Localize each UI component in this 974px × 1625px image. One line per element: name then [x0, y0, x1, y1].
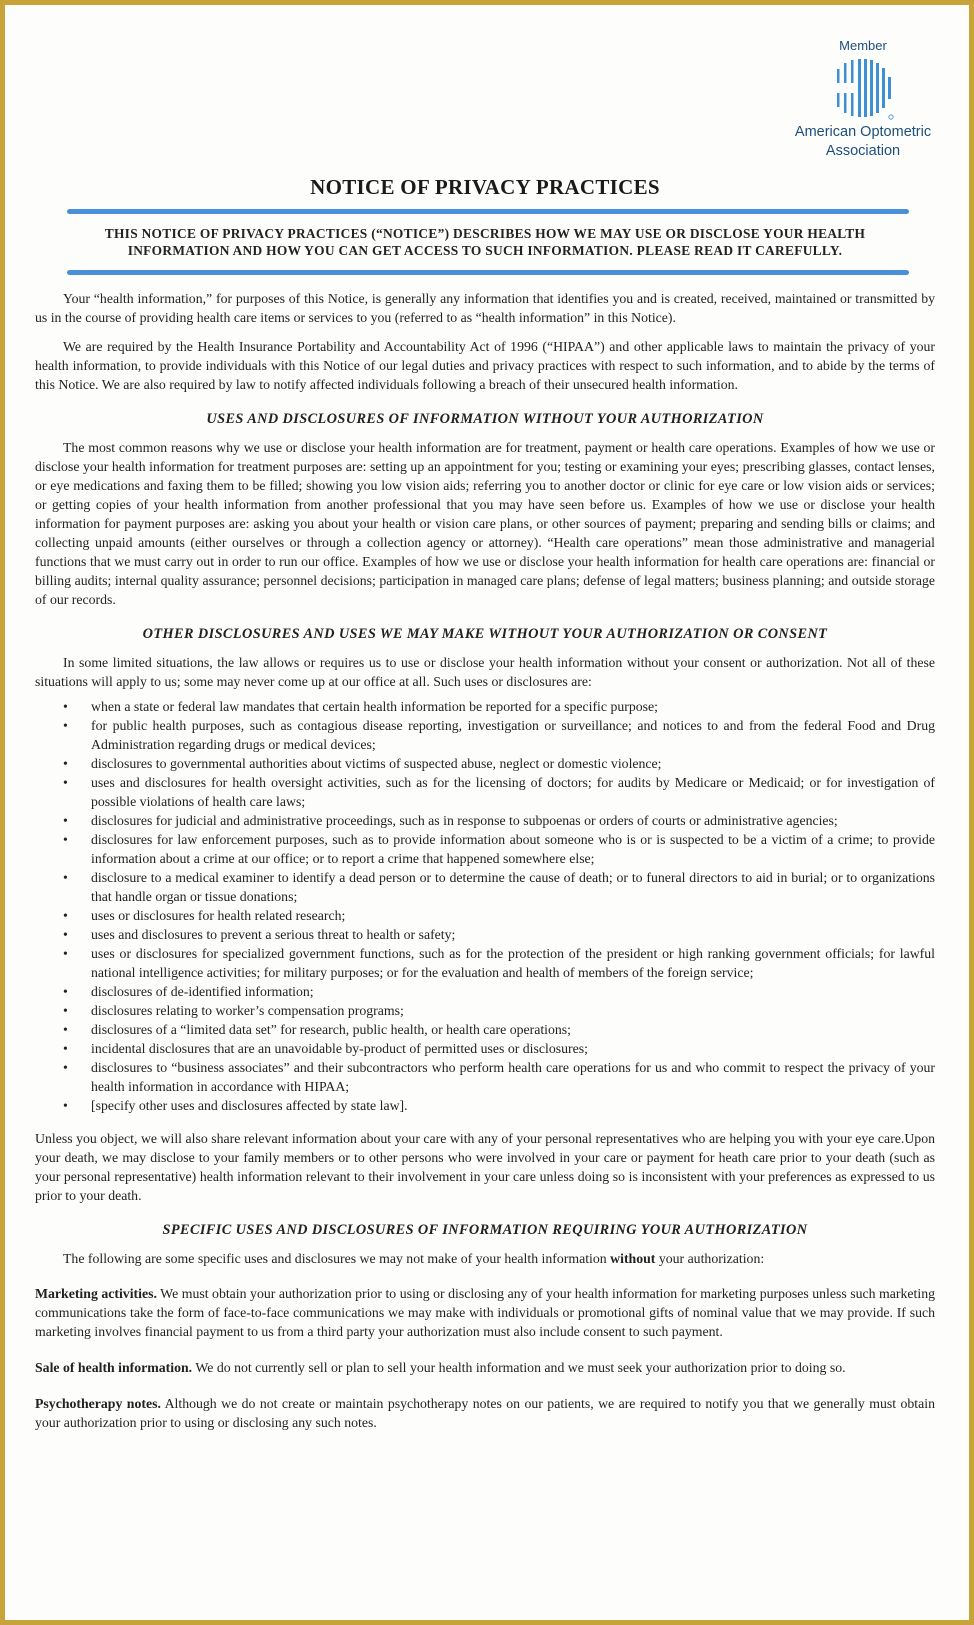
paragraph-text: We do not currently sell or plan to sell your health information and we must seek your authorization prior to doing so.: [192, 1360, 846, 1375]
list-item: • disclosures to “business associates” and their subcontractors who perform health care operations for us and who commit to respect the privacy of your health information in accordance with HIPAA;: [35, 1058, 935, 1096]
list-item: • uses or disclosures for specialized government functions, such as for the protection of the president or high ranking government officials; for lawful national intelligence activities; for military purposes; or for the evaluation and health of members of the foreign service;: [35, 944, 935, 982]
bottom-divider: [67, 270, 909, 275]
lead-emphasis: without: [610, 1251, 656, 1266]
list-item: • disclosures of a “limited data set” for research, public health, or health care operations;: [35, 1020, 935, 1039]
intro-notice: [75, 225, 895, 259]
aoa-eye-logo-icon: [831, 57, 895, 121]
paragraph-personal-representatives: Unless you object, we will also share relevant information about your care with any of your personal representatives who are helping you with your eye care.Upon your death, we may disclose to your family members or to other persons who were involved in your care or payment for heath care prior to your death (such as your personal representative) health information relevant to their involvement in your care unless doing so is inconsistent with your preferences as expressed to us prior to your death.: [35, 1131, 935, 1203]
section-heading-uses-without-authorization: USES AND DISCLOSURES OF INFORMATION WITHOUT YOUR AUTHORIZATION: [206, 411, 764, 427]
paragraph-label: Marketing activities.: [35, 1286, 157, 1301]
paragraph-marketing: [35, 1284, 935, 1341]
list-item: • for public health purposes, such as contagious disease reporting, investigation or surveillance; and notices to and from the federal Food and Drug Administration regarding drugs or medical devices;: [35, 716, 935, 754]
paragraph-following-uses: [35, 1249, 935, 1268]
list-item: • uses and disclosures to prevent a serious threat to health or safety;: [35, 925, 935, 944]
list-item: • when a state or federal law mandates that certain health information be reported for a specific purpose;: [35, 697, 935, 716]
list-item: • [specify other uses and disclosures affected by state law].: [35, 1096, 935, 1115]
paragraph-psychotherapy: [35, 1394, 935, 1432]
section-heading-requiring-authorization: SPECIFIC USES AND DISCLOSURES OF INFORMATION REQUIRING YOUR AUTHORIZATION: [162, 1222, 808, 1238]
section-heading-other-disclosures: OTHER DISCLOSURES AND USES WE MAY MAKE WITHOUT YOUR AUTHORIZATION OR CONSENT: [142, 626, 828, 642]
paragraph-label: Psychotherapy notes.: [35, 1396, 161, 1411]
paragraph-sale: [35, 1358, 935, 1377]
list-item: • uses and disclosures for health oversight activities, such as for the licensing of doctors; for audits by Medicare or Medicaid; or for investigation of possible violations of health care laws;: [35, 773, 935, 811]
lead-text: The following are some specific uses and disclosures we may not make of your health information: [63, 1251, 611, 1266]
paragraph-text: Although we do not create or maintain psychotherapy notes on our patients, we are required to notify you that we generally must obtain your authorization prior to using or disclosing any such notes.: [35, 1396, 935, 1430]
intro-line-1: THIS NOTICE OF PRIVACY PRACTICES (“NOTICE”) DESCRIBES HOW WE MAY USE OR DISCLOSE YOUR HEALTH: [104, 226, 866, 241]
disclosures-list: [35, 697, 935, 1115]
paragraph-limited-situations: In some limited situations, the law allows or requires us to use or disclose your health information without your consent or authorization. Not all of these situations will apply to us; some may never come up at our office at all. Such uses or disclosures are:: [35, 655, 935, 689]
aoa-logo: [783, 38, 943, 159]
page-title: NOTICE OF PRIVACY PRACTICES: [310, 175, 660, 199]
paragraph-common-reasons: The most common reasons why we use or disclose your health information are for treatment, payment or health care operations. Examples of how we use or disclose your health information for treatment purposes are: setting up an appointment for you; testing or examining your eyes; prescribing glasses, contact lenses, or eye medications and faxing them to be filled; showing you low vision aids; referring you to another doctor or clinic for eye care or low vision aids or services; or getting copies of your health information from another professional that you may have seen before us. Examples of how we use or disclose your health information for payment purposes are: asking you about your health or vision care plans, or other sources of payment; preparing and sending bills or claims; and collecting unpaid amounts (either ourselves or through a collection agency or attorney). “Health care operations” mean those administrative and managerial functions that we must carry out in order to run our office. Examples of how we use or disclose your health information for health care operations are: financial or billing audits; internal quality assurance; personnel decisions; participation in managed care plans; defense of legal matters; business planning; and outside storage of our records.: [35, 440, 935, 607]
logo-org-line2: Association: [825, 143, 901, 159]
paragraph-health-information: Your “health information,” for purposes of this Notice, is generally any information that identifies you and is created, received, maintained or transmitted by us in the course of providing health care items or services to you (referred to as “health information” in this Notice).: [35, 291, 935, 325]
intro-line-2: INFORMATION AND HOW YOU CAN GET ACCESS TO SUCH INFORMATION. PLEASE READ IT CAREFULLY.: [127, 243, 843, 258]
paragraph-hipaa: We are required by the Health Insurance Portability and Accountability Act of 1996 (“HIPAA”) and other applicable laws to maintain the privacy of your health information, to provide individuals with this Notice of our legal duties and privacy practices with respect to such information, and to abide by the terms of this Notice. We are also required by law to notify affected individuals following a breach of their unsecured health information.: [35, 339, 935, 392]
notice-body: [35, 289, 935, 1449]
list-item: • disclosures for law enforcement purposes, such as to provide information about someone who is or is suspected to be a victim of a crime; to provide information about a crime at our office; or to report a crime that happened somewhere else;: [35, 830, 935, 868]
list-item: • disclosures of de-identified information;: [35, 982, 935, 1001]
list-item: • disclosure to a medical examiner to identify a dead person or to determine the cause of death; or to funeral directors to aid in burial; or to organizations that handle organ or tissue donations;: [35, 868, 935, 906]
list-item: • disclosures to governmental authorities about victims of suspected abuse, neglect or domestic violence;: [35, 754, 935, 773]
list-item: • disclosures relating to worker’s compensation programs;: [35, 1001, 935, 1020]
list-item: • incidental disclosures that are an unavoidable by-product of permitted uses or disclosures;: [35, 1039, 935, 1058]
top-divider: [67, 209, 909, 214]
paragraph-text: We must obtain your authorization prior to using or disclosing any of your health information for marketing purposes unless such marketing communications take the form of face-to-face communications we may make with individuals or promotional gifts of nominal value that we may provide. If such marketing involves financial payment to us from a third party your authorization must also include consent to such payment.: [35, 1286, 935, 1339]
lead-text-end: your authorization:: [655, 1251, 765, 1266]
logo-org-line1: American Optometric: [794, 124, 932, 140]
logo-member-label: Member: [839, 38, 887, 53]
list-item: • uses or disclosures for health related research;: [35, 906, 935, 925]
list-item: • disclosures for judicial and administrative proceedings, such as in response to subpoenas or orders of courts or administrative agencies;: [35, 811, 935, 830]
paragraph-label: Sale of health information.: [35, 1360, 193, 1375]
